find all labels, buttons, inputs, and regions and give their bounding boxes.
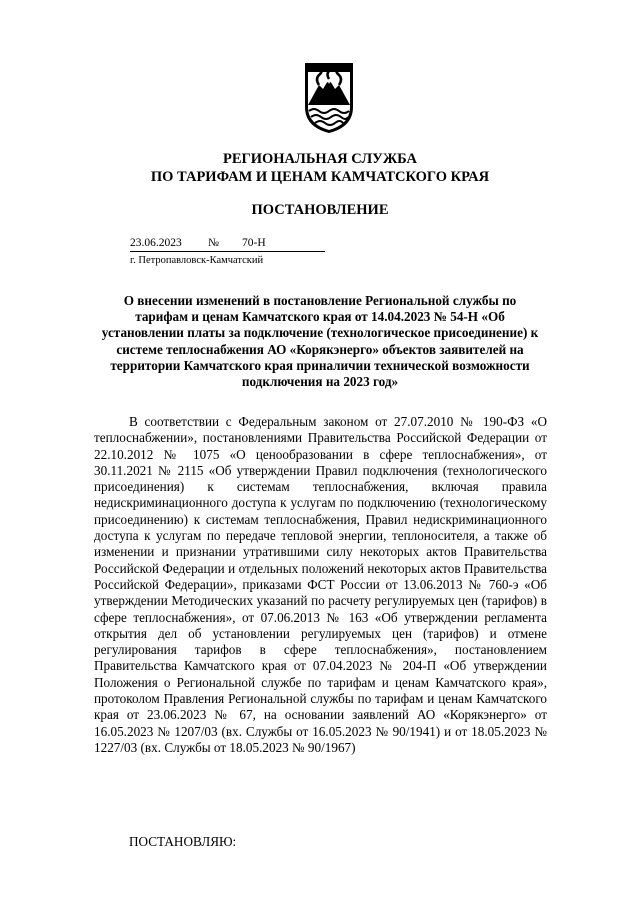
document-date: 23.06.2023 — [130, 237, 182, 249]
document-body: В соответствии с Федеральным законом от 27.07.2010 № 190-ФЗ «О теплоснабжении», постановлениями Правительства Российской Федерации от 22.10.2012 № 1075 «О ценообразовании в сфере теплоснабжения», от 30.11.2021 № 2115 «Об утверждении Правил подключения (технологического присоединения) к системам теплоснабжения, включая правила недискриминационного доступа к услугам по подключению (технологическому присоединению) к системам теплоснабжения, Правил недискриминационного доступа к услугам по передаче тепловой энергии, теплоносителя, а также об изменении и признании утратившими силу некоторых актов Правительства Российской Федерации и отдельных положений некоторых актов Правительства Российской Федерации», приказами ФСТ России от 13.06.2013 № 760-э «Об утверждении Методических указаний по расчету регулируемых цен (тарифов) в сфере теплоснабжения», от 07.06.2013 № 163 «Об утверждении регламента открытия дел об установлении регулируемых цен (тарифов) и отмене регулирования тарифов в сфере теплоснабжения», постановлением Правительства Камчатского края от 07.04.2023 № 204-П «Об утверждении Положения о Региональной службе по тарифам и ценам Камчатского края», протоколом Правления Региональной службы по тарифам и ценам Камчатского края от 23.06.2023 № 67, на основании заявлений АО «Корякэнерго» от 16.05.2023 № 1207/03 (вх. Службы от 16.05.2023 № 90/1941) и от 18.05.2023 № 1227/03 (вх. Службы от 18.05.2023 № 90/1967) — [94, 414, 547, 755]
kamchatka-coat-of-arms-icon — [301, 55, 357, 135]
agency-name-line-2: ПО ТАРИФАМ И ЦЕНАМ КАМЧАТСКОГО КРАЯ — [150, 169, 490, 185]
document-type: ПОСТАНОВЛЕНИЕ — [251, 202, 389, 218]
document-meta — [130, 236, 325, 268]
date-number-line — [130, 236, 325, 252]
number-sign: № — [208, 237, 219, 249]
agency-name — [0, 150, 640, 186]
document-city: г. Петропавловск-Камчатский — [130, 255, 264, 266]
agency-name-line-1: РЕГИОНАЛЬНАЯ СЛУЖБА — [222, 151, 418, 167]
resolve-heading: ПОСТАНОВЛЯЮ: — [129, 834, 237, 849]
document-number: 70-Н — [242, 237, 266, 249]
document-title: О внесении изменений в постановление Региональной службы по тарифам и ценам Камчатского края от 14.04.2023 № 54-Н «Об установлении платы за подключение (технологическое присоединение) к системе теплоснабжения АО «Корякэнерго» объектов заявителей на территории Камчатского края приналичии технической возможности подключения на 2023 год» — [101, 293, 539, 390]
